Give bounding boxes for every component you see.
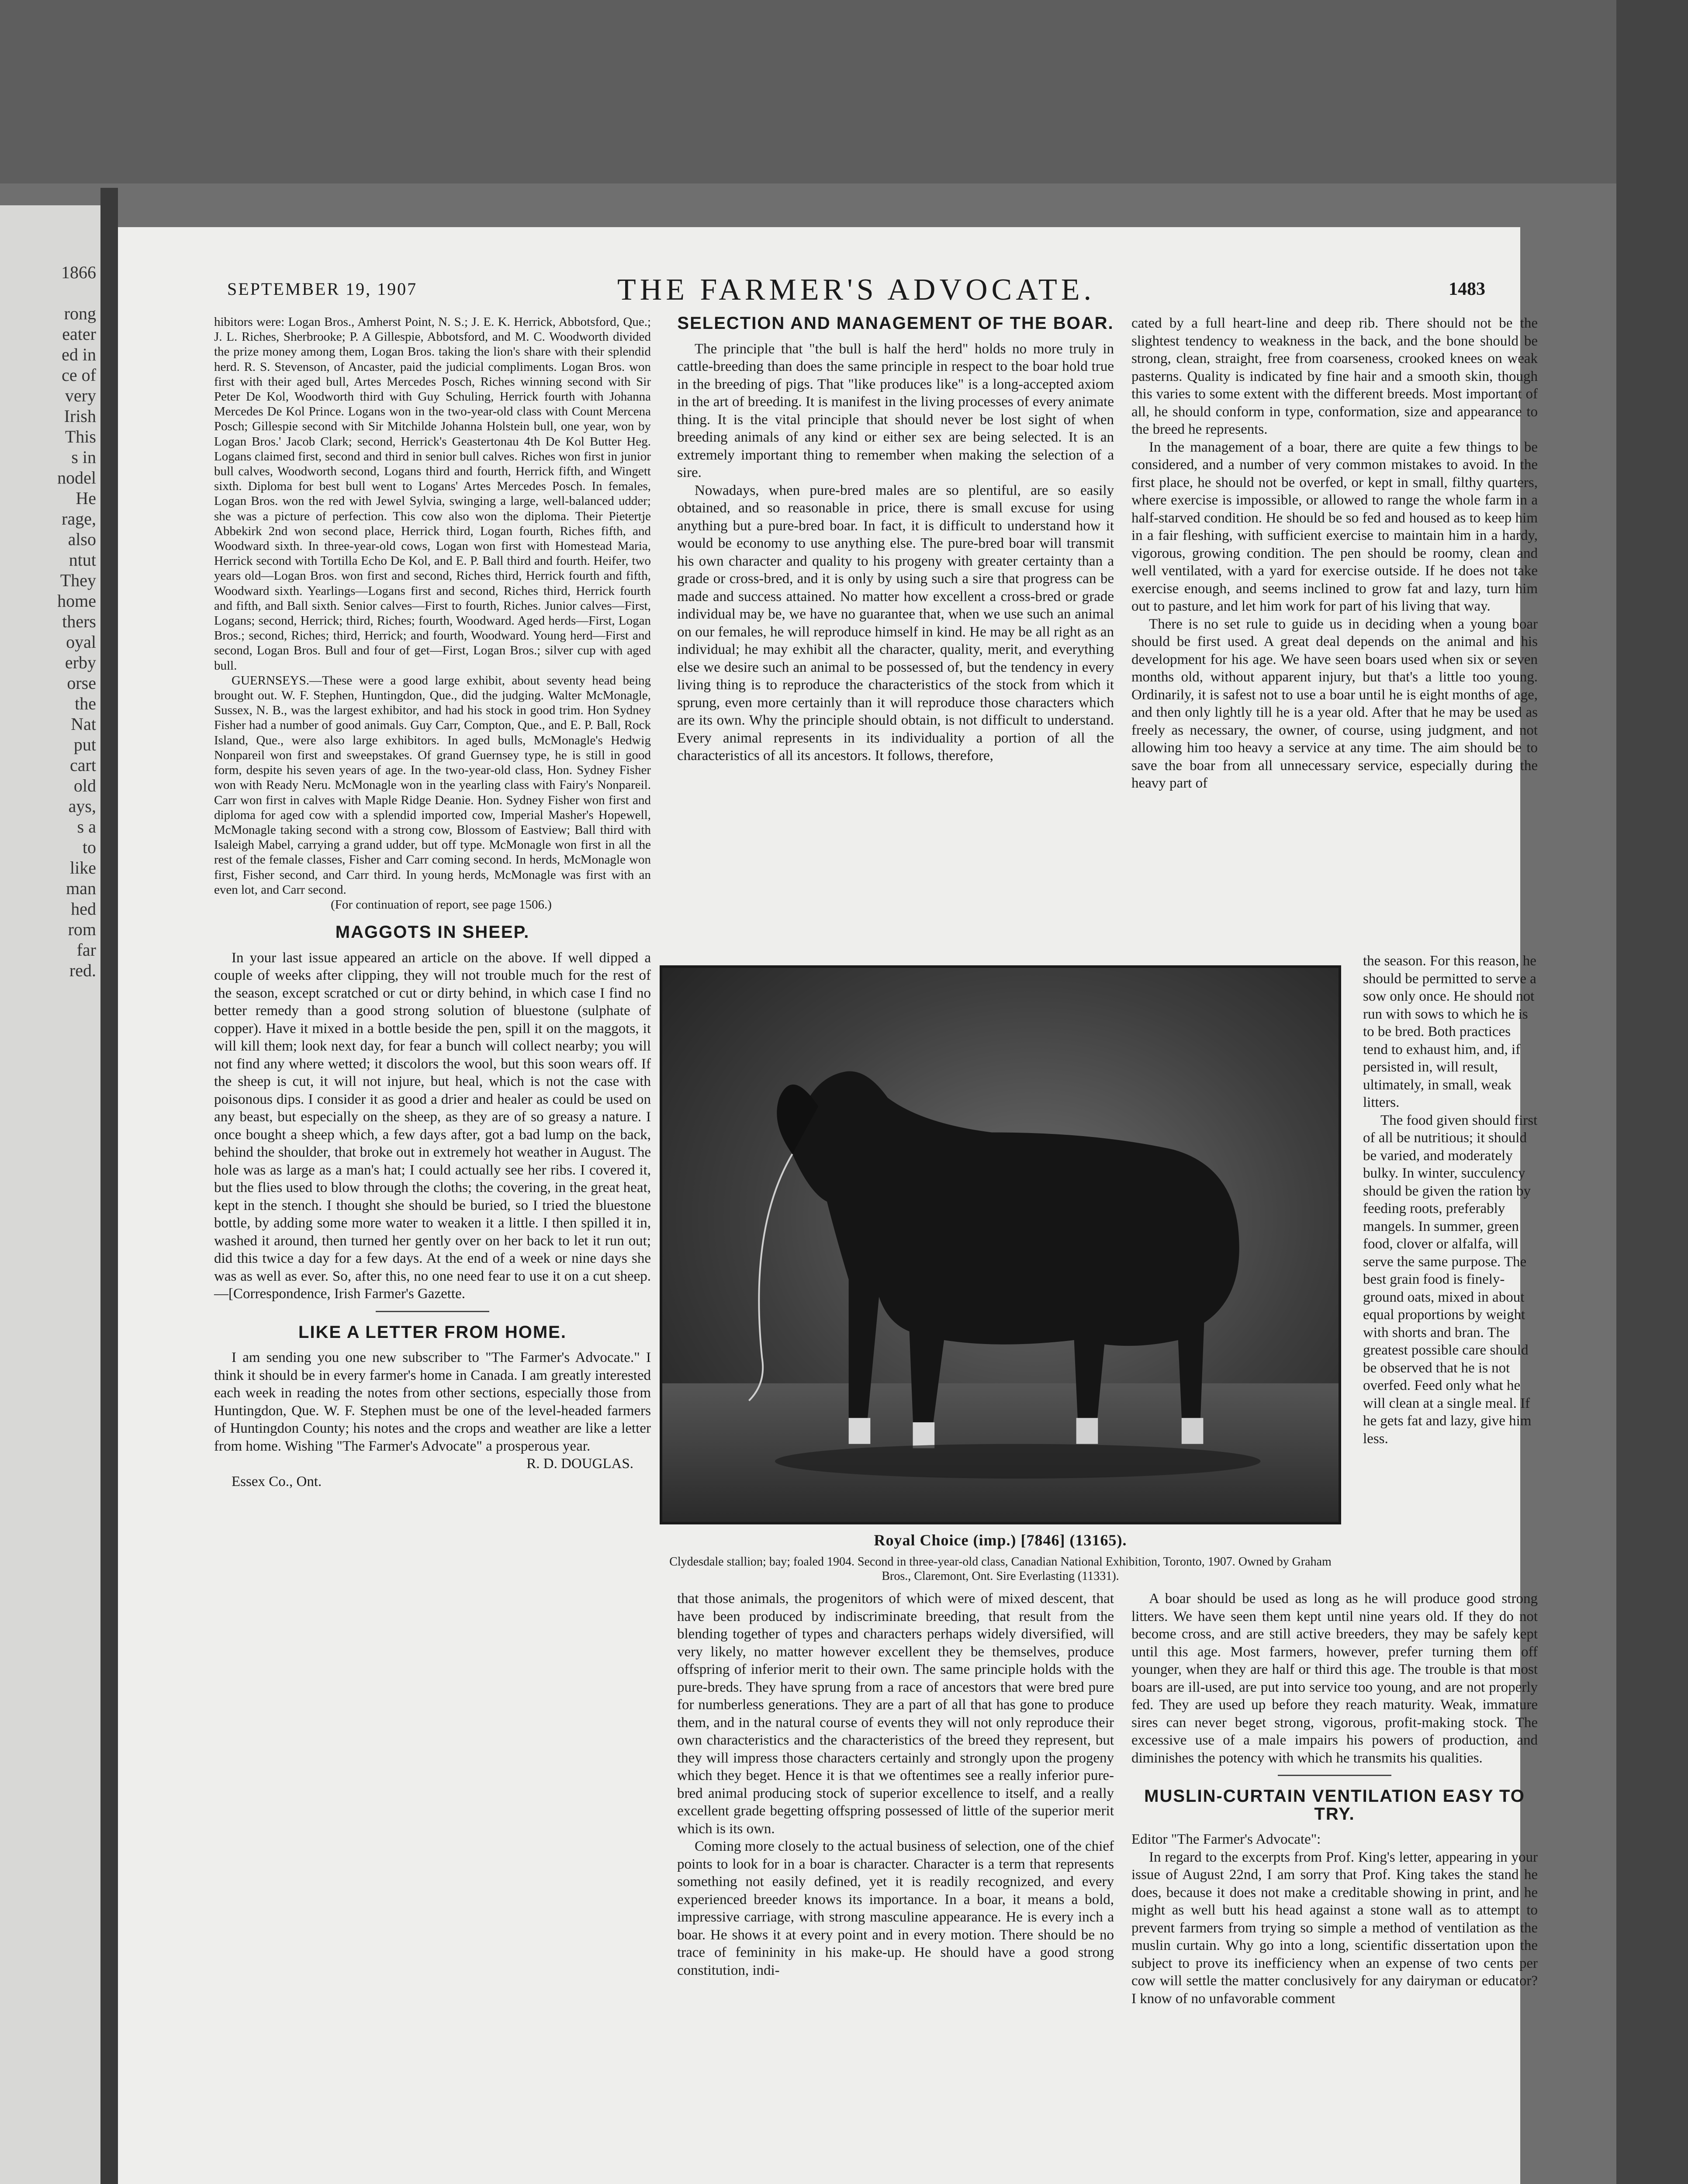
page-number: 1483 — [1449, 279, 1485, 299]
boar-heading: SELECTION AND MANAGEMENT OF THE BOAR. — [677, 314, 1114, 333]
maggots-body: In your last issue appeared an article on the above. If well dipped a couple of weeks after clipping, they will not trouble much for the rest of the season, except scratched or cut or dirty behind, in which case I find no better remedy than a good strong solution of bluestone (sulphate of copper). Have it mixed in a bottle beside the pen, spill it on the maggots, it will kill them; look next day, for fear a bunch will collect nearby; you will not find any where wetted; it discolors the wool, but this soon wears off. If the sheep is cut, it will not injure, but heal, which is not the case with poisonous dips. I consider it as good a drier and healer as could be used on any beast, but especially on the sheep, as they are of so greasy a nature. I once bought a sheep which, a few days after, got a bad lump on the back, behind the shoulder, that broke out in extremely hot weather in August. The hole was as large as a man's hat; I could actually see her ribs. I covered it, but the flies used to blow through the cloths; the covering, in the great heat, kept in the stench. I thought she should be buried, so I tried the bluestone bottle, by adding some more water to weaken it a little. I then spilled it in, washed it around, then turned her gently over on her back to let it run out; did this twice a day for a few days. At the end of a week or nine days she was as well as ever. So, after this, no one need fear to use it on a cut sheep.—[Correspondence, Irish Farmer's Gazette. — [214, 950, 651, 1302]
muslin-salutation: Editor "The Farmer's Advocate": — [1131, 1832, 1321, 1847]
issue-date: SEPTEMBER 19, 1907 — [227, 279, 418, 299]
column-right-wrap — [1363, 952, 1538, 1448]
boar-paragraph: the season. For this reason, he should be permitted to serve a sow only once. He should not run with sows to which he is to be bred. Both practices tend to exhaust him, and, if persisted in, will result, ultimately, in small, weak litters. — [1363, 953, 1536, 1110]
boar-paragraph: Nowadays, when pure-bred males are so plentiful, are so easily obtained, and so reasonable in price, there is small excuse for using anything but a pure-bred boar. In fact, it is difficult to understand how it would be economy to use anything else. The pure-bred boar will transmit his own character and quality to his progeny with greater certainty than a grade or cross-bred, and it is only by using such a sire that progress can be made and success attained. No matter how excellent a cross-bred or grade individual may be, we have no guarantee that, when we use such an animal on our females, he will reproduce himself in kind. He may be all right as an individual; he may exhibit all the character, quality, merit, and everything else we desire such an animal to be possessed of, but the tendency in every living thing is to reproduce the characteristics of the stock from which it sprung, even more certainly than it will reproduce those characters which are its own. Why the principle should obtain, is not difficult to understand. Every animal represents in its individuality a portion of all the characteristics of all its ancestors. It follows, therefore, — [677, 482, 1114, 764]
boar-paragraph: cated by a full heart-line and deep rib. There should not be the slightest tendency to weakness in the back, and the bone should be strong, clean, straight, free from coarseness, crooked knees on weak pasterns. Quality is indicated by fine hair and a smooth skin, though this varies to some extent with the different breeds. Most important of all, he should conform in type, conformation, size and appearance to the breed he represents. — [1131, 315, 1538, 437]
letter-signature: R. D. DOUGLAS. — [526, 1456, 633, 1472]
muslin-body: In regard to the excerpts from Prof. King's letter, appearing in your issue of August 22nd, I am sorry that Prof. King takes the stand he does, because it does not make a creditable showing in print, and he might as well butt his head against a stone wall as to attempt to prevent farmers from trying so simple a method of ventilation as the muslin curtain. Why go into a long, scientific dissertation upon the subject to prove its inefficiency when an expense of two cents per cow will settle the matter conclusively for any dairyman or educator? I know of no unfavorable comment — [1131, 1849, 1538, 2007]
boar-paragraph: There is no set rule to guide us in deciding when a young boar should be first used. A great deal depends on the animal and his development for his age. We have seen boars used when six or seven months old, without apparent injury, but that's a little too young. Ordinarily, it is safest not to use a boar until he is eight months of age, and then only lightly till he is a year old. After that he may be used as freely as necessary, the owner, of course, using judgment, and not allowing him too heavy a service at any time. The aim should be to save the boar from all unnecessary service, especially during the heavy part of — [1131, 616, 1538, 791]
previous-page-text: 1866 rong eater ed in ce of very Irish This s in nodel He rage, also ntut They home thers oyal erby orse the Nat put cart old ays, s a to like man hed rom far red. — [57, 263, 96, 980]
column-middle-top — [677, 314, 1114, 765]
letter-body: I am sending you one new subscriber to "The Farmer's Advocate." I think it should be in every farmer's home in Canada. I am greatly interested each week in reading the notes from other sections, especially those from Huntingdon, Que. W. F. Stephen must be one of the level-headed farmers of Huntingdon County; his notes and the crops and weather are like a letter from home. Wishing "The Farmer's Advocate" a prosperous year. — [214, 1350, 651, 1454]
maggots-heading: MAGGOTS IN SHEEP. — [335, 923, 530, 942]
boar-paragraph: The food given should first of all be nutritious; it should be varied, and moderately bulky. In winter, succulency should be given the ration by feeding roots, preferably mangels. In summer, green food, clover or alfalfa, will serve the same purpose. The best grain food is finely-ground oats, mixed in about equal proportions by weight with shorts and bran. The greatest possible care should be observed that he is not overfed. Feed only what he will clean at a single meal. If he gets fat and lazy, give him less. — [1363, 1112, 1538, 1447]
newspaper-page — [118, 227, 1538, 2184]
guernseys-paragraph: GUERNSEYS.—These were a good large exhibit, about seventy head being brought out. W. F. Stephen, Huntingdon, Que., did the judging. Walter McMonagle, Sussex, N. B., was the largest exhibitor, and had his stock in good trim. Hon Sydney Fisher had a number of good animals. Guy Carr, Compton, Que., and E. P. Ball, Rock Island, Que., were also large exhibitors. In aged bulls, McMonagle's Hedwig Nonpareil won first and sweepstakes. Of grand Guernsey type, he is still in good form, despite his seven years of age. In the two-year-old class, Hon. Sydney Fisher won with Ready Neru. McMonagle won in the yearling class with Fairy's Nonpareil. Carr won first in calves with Maple Ridge Deanie. Hon. Sydney Fisher won first and diploma for aged cow with a splendid imported cow, Imperial Masher's Hopewell, McMonagle taking second with a strong cow, Blossom of Eastview; Ball third with Isaleigh Mabel, carrying a grand udder, but off type. McMonagle won first in all the rest of the female classes, Fisher and Carr coming second. In herds, McMonagle won first, Fisher second, and Carr third. In young herds, McMonagle was first with an even lot, and Carr second. — [214, 673, 651, 897]
stallion-photo-figure — [660, 965, 1341, 1546]
letter-heading: LIKE A LETTER FROM HOME. — [298, 1322, 567, 1342]
column-middle-bottom — [677, 1590, 1114, 1979]
continuation-note: (For continuation of report, see page 1506.) — [331, 897, 552, 912]
boar-paragraph: Coming more closely to the actual business of selection, one of the chief points to look for in a boar is character. Character is a term that represents something not easily defined, yet it is readily recognized, and every experienced breeder knows its importance. In a boar, it means a bold, impressive carriage, with strong masculine appearance. He is every inch a boar. He shows it at every point and in every motion. There should be no trace of femininity in his make-up. He should have a good strong constitution, indi- — [677, 1838, 1114, 1978]
page-header — [227, 266, 1485, 310]
column-right-top — [1131, 314, 1538, 792]
horse-photo-illustration — [662, 968, 1339, 1522]
section-divider — [1278, 1775, 1391, 1776]
masthead-title: THE FARMER'S ADVOCATE. — [617, 273, 1096, 307]
stallion-photo — [660, 965, 1341, 1524]
photo-caption — [660, 1531, 1341, 1583]
binding-gutter — [100, 188, 118, 2184]
column-right-bottom — [1131, 1590, 1538, 2008]
boar-paragraph: A boar should be used as long as he will produce good strong litters. We have seen them kept until nine years old. If they do not become cross, and are still active breeders, they may be safely kept until this age. Most farmers, however, prefer turning them off younger, when they are half or third this age. The trouble is that most boars are ill-used, are put into service too young, and are not properly fed. They are used up before they reach maturity. Weak, immature sires can never beget strong, vigorous, profit-making stock. The excessive use of a male impairs his powers of production, and diminishes the potency with which he transmits his qualities. — [1131, 1591, 1538, 1766]
section-divider — [376, 1311, 489, 1312]
boar-paragraph: The principle that "the bull is half the herd" holds no more truly in cattle-breeding than does the same principle in respect to the boar hold true in the breeding of pigs. That "like produces like" is a long-accepted axiom in the art of breeding. It is manifest in the living processes of every animate thing. It is the vital principle that should never be lost sight of when breeding animals of any kind or either sex are being selected. It is an extremely important thing to remember when making the selection of a sire. — [677, 341, 1114, 480]
boar-paragraph: In the management of a boar, there are quite a few things to be considered, and a number of very common mistakes to avoid. In the first place, he should not be overfed, or kept in small, filthy quarters, where exercise is impossible, or allowed to range the whole farm in a half-starved condition. He should be so fed and housed as to keep him in a fair fleshing, with sufficient exercise to maintain him in a hardy, vigorous, growing condition. The pen should be roomy, clean and well ventilated, with a yard for exercise outside. If he does not take exercise enough, and seems inclined to grow fat and lazy, turn him out to pasture, and let him work for part of his living that way. — [1131, 439, 1538, 614]
scan-top-margin — [0, 0, 1688, 183]
scan-right-margin — [1616, 0, 1688, 2184]
photo-caption-title: Royal Choice (imp.) [7846] (13165). — [874, 1531, 1127, 1549]
show-report-paragraph: hibitors were: Logan Bros., Amherst Point, N. S.; J. E. K. Herrick, Abbotsford, Que.; J. L. Riches, Sherbrooke; P. A Gillespie, Abbotsford, and M. C. Woodworth divided the prize money among them, Logan Bros. taking the lion's share with their splendid herd. R. S. Stevenson, of Ancaster, paid the judicial compliments. Logan Bros. won first with their aged bull, Artes Mercedes Posch, Riches winning second with Sir Peter De Kol, Woodworth third with Guy Schuling, Herrick fourth with Johanna Mercedes De Kol Prince. Logans won in the two-year-old class with Count Mercena Posch; Gillespie second with Sir Mitchilde Johanna Holstein bull, one year, won by Logan Bros.' Jacob Clark; second, Herrick's Geastertonau 4th De Kol Butter Heg. Logans claimed first, second and third in senior bull calves. Riches won first in junior bull calves, Woodworth second, Logans third and fourth, Herrick fifth, and Wingett sixth. Diploma for best bull went to Logans' Artes Mercedes Posch. In females, Logan Bros. won the red with Jewel Sylvia, swinging a large, well-balanced udder; she was a picture of perfection. This cow also won the diploma. Their Pietertje Abbekirk 2nd won second place, Herrick third, Logan fourth, Riches fifth, and Woodward sixth. In three-year-old cows, Logan won first with Homestead Maria, Herrick second with Tortilla Echo De Kol, and E. P. Ball third and fourth. Heifer, two years old—Logan Bros. won first and second, Riches third, Herrick fourth and fifth, Woodward sixth. Yearlings—Logans first and second, Riches third, Herrick fourth and fifth, and Ball sixth. Senior calves—First to fourth, Riches. Junior calves—First, Logans; second, Herrick; third, Riches; fourth, Woodward. Aged herds—First, Logan Bros.; second, Riches; third, Herrick; and fourth, Woodward. Young herd—First and second, Logan Bros. Bull and four of get—First, Logan Bros.; silver cup with aged bull. — [214, 315, 651, 673]
previous-page-fragment — [0, 205, 100, 2184]
letter-location: Essex Co., Ont. — [232, 1473, 322, 1489]
boar-paragraph: that those animals, the progenitors of which were of mixed descent, that have been produced by indiscriminate breeding, that result from the blending together of types and characters perhaps widely diversified, will very likely, no matter however excellent they be themselves, produce offspring of inferior merit to their own. The same principle holds with the pure-breds. They have sprung from a race of ancestors that were bred pure for numberless generations. They are a part of all that has gone to produce them, and in the natural course of events they will not only reproduce their own characteristics and the characteristics of the breed they represent, but they will impress those characters certainly and strongly upon the progeny which they beget. Hence it is that we oftentimes see a really inferior pure-bred animal producing stock of superior excellence to itself, and a really excellent grade begetting offspring possessed of little of the superior merit which is its own. — [677, 1591, 1114, 1837]
muslin-heading: MUSLIN-CURTAIN VENTILATION EASY TO TRY. — [1144, 1787, 1525, 1824]
photo-caption-detail: Clydesdale stallion; bay; foaled 1904. Second in three-year-old class, Canadian National Exhibition, Toronto, 1907. Owned by Graham Bros., Claremont, Ont. Sire Everlasting (11331). — [669, 1555, 1332, 1583]
column-left — [214, 314, 651, 1490]
